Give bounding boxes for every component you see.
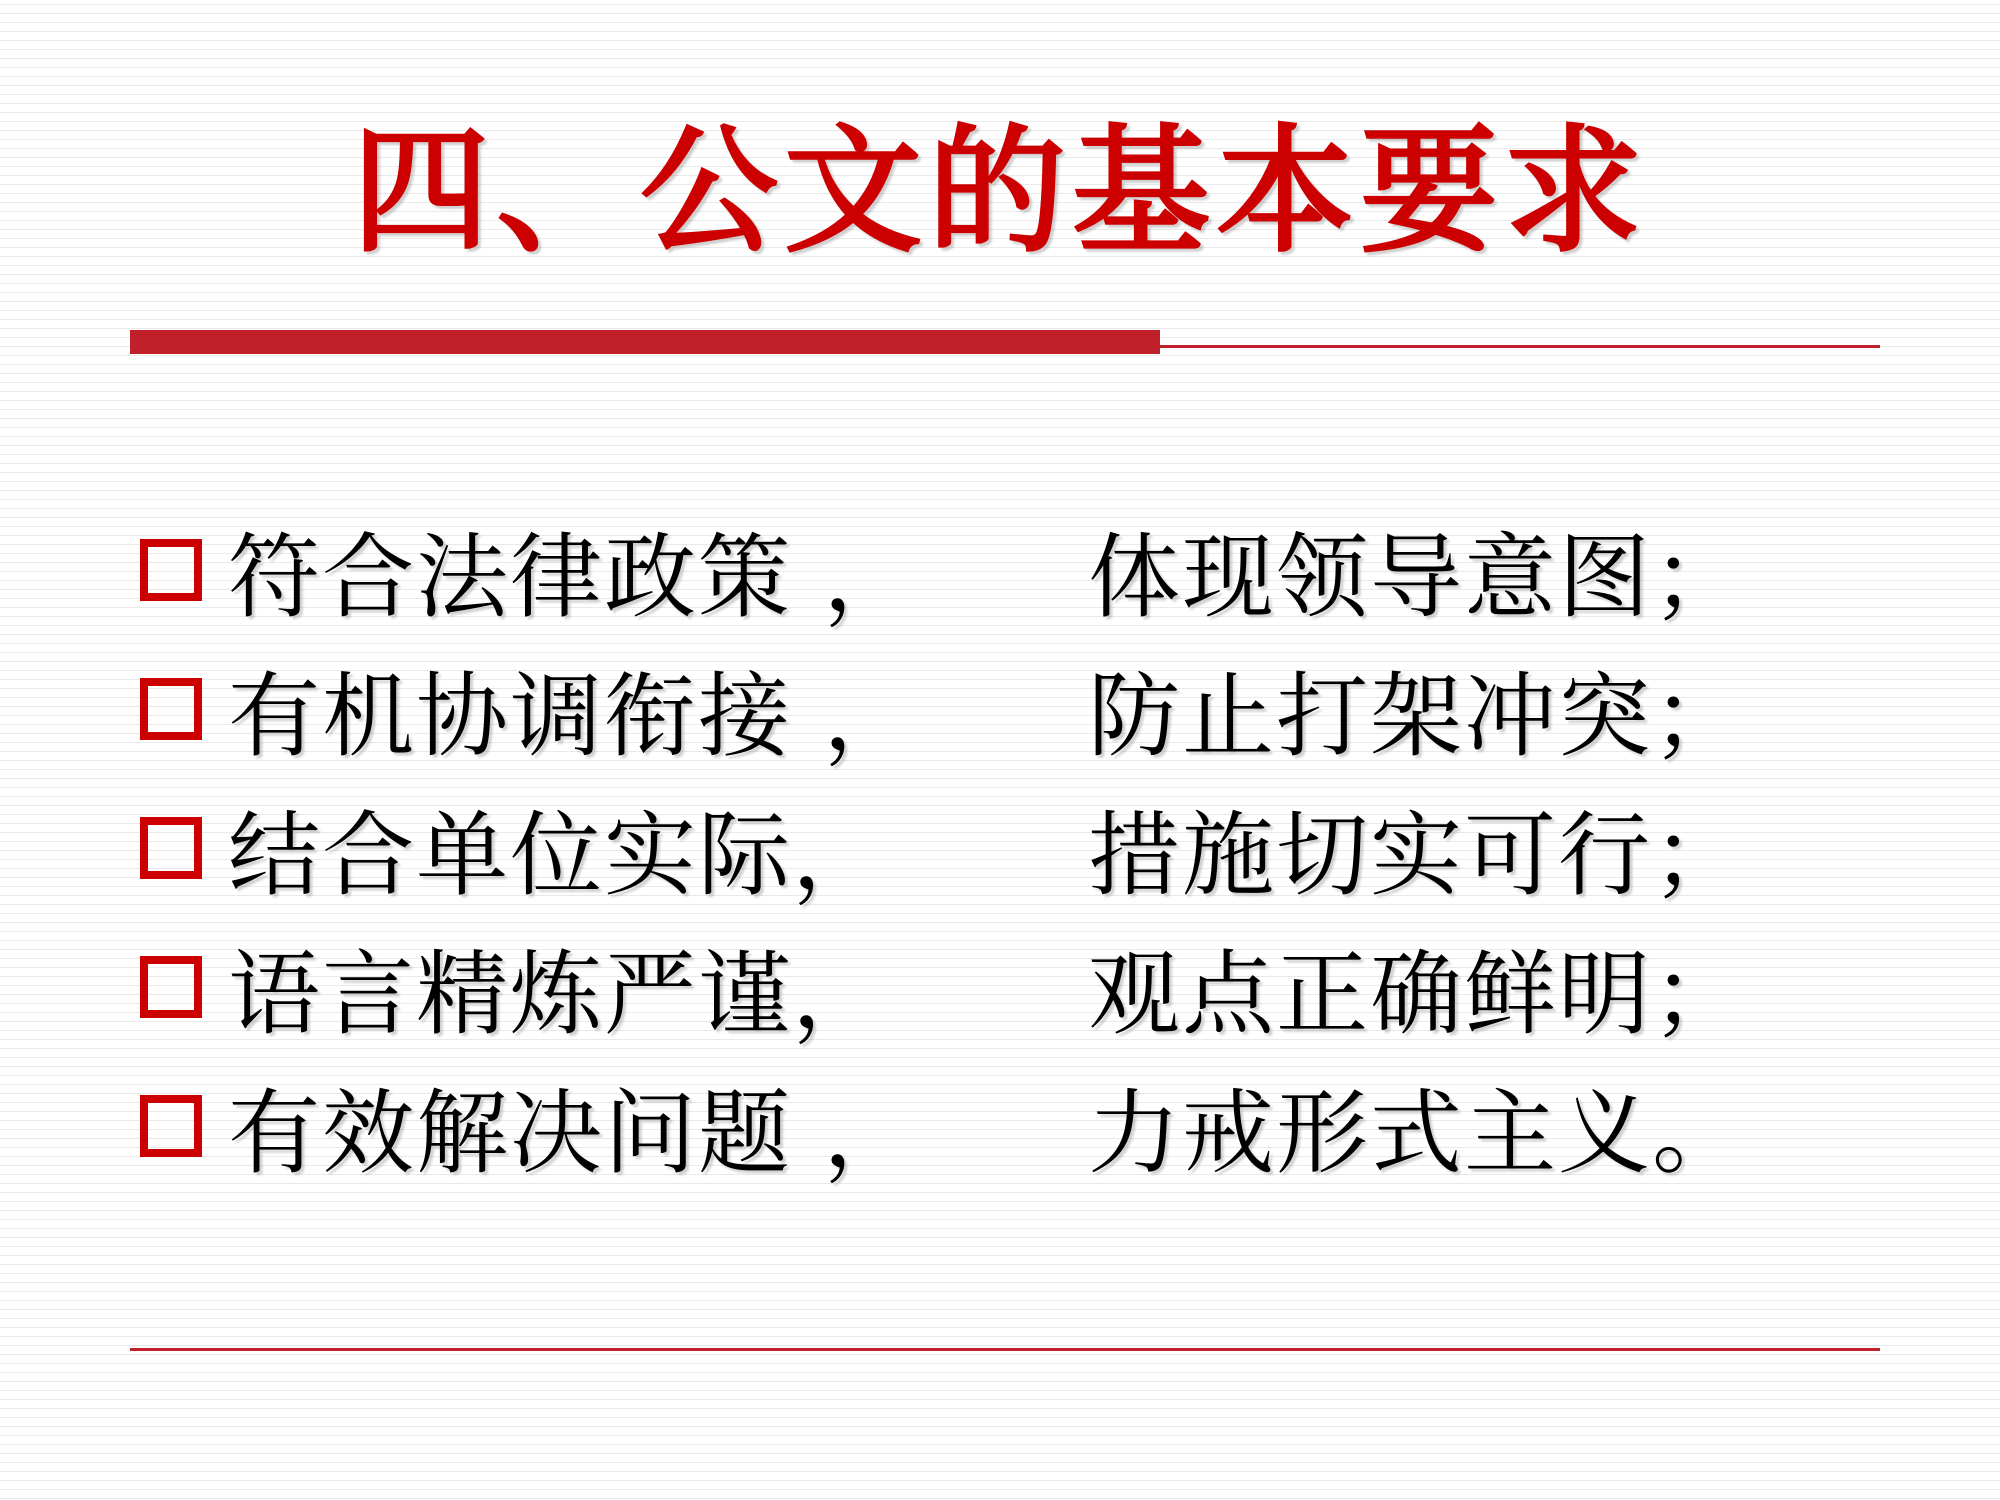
list-item-right-text: 防止打架冲突； bbox=[1088, 662, 1747, 770]
title-underline-thick bbox=[130, 330, 1160, 354]
square-outline-marker-icon bbox=[140, 1095, 202, 1157]
list-item-left-text: 结合单位实际， bbox=[228, 801, 887, 909]
list-item bbox=[140, 1056, 1900, 1195]
list-item-left-text: 有机协调衔接 ， bbox=[228, 662, 918, 770]
square-outline-marker-icon bbox=[140, 539, 202, 601]
footer-rule bbox=[130, 1348, 1880, 1351]
list-item bbox=[140, 778, 1900, 917]
list-item-left-text: 有效解决问题 ， bbox=[228, 1079, 918, 1187]
list-item-right-text: 观点正确鲜明； bbox=[1088, 940, 1747, 1048]
list-item bbox=[140, 917, 1900, 1056]
list-item-right-text: 力戒形式主义。 bbox=[1088, 1079, 1747, 1187]
list-item bbox=[140, 500, 1900, 639]
bullet-list bbox=[140, 500, 1900, 1195]
list-item-left-text: 语言精炼严谨， bbox=[228, 940, 887, 1048]
square-outline-marker-icon bbox=[140, 956, 202, 1018]
page-title: 四、公文的基本要求 bbox=[351, 111, 1648, 272]
list-item-right-text: 体现领导意图； bbox=[1088, 523, 1747, 631]
list-item bbox=[140, 639, 1900, 778]
square-outline-marker-icon bbox=[140, 678, 202, 740]
square-outline-marker-icon bbox=[140, 817, 202, 879]
list-item-right-text: 措施切实可行； bbox=[1088, 801, 1747, 909]
list-item-left-text: 符合法律政策 ， bbox=[228, 523, 918, 631]
